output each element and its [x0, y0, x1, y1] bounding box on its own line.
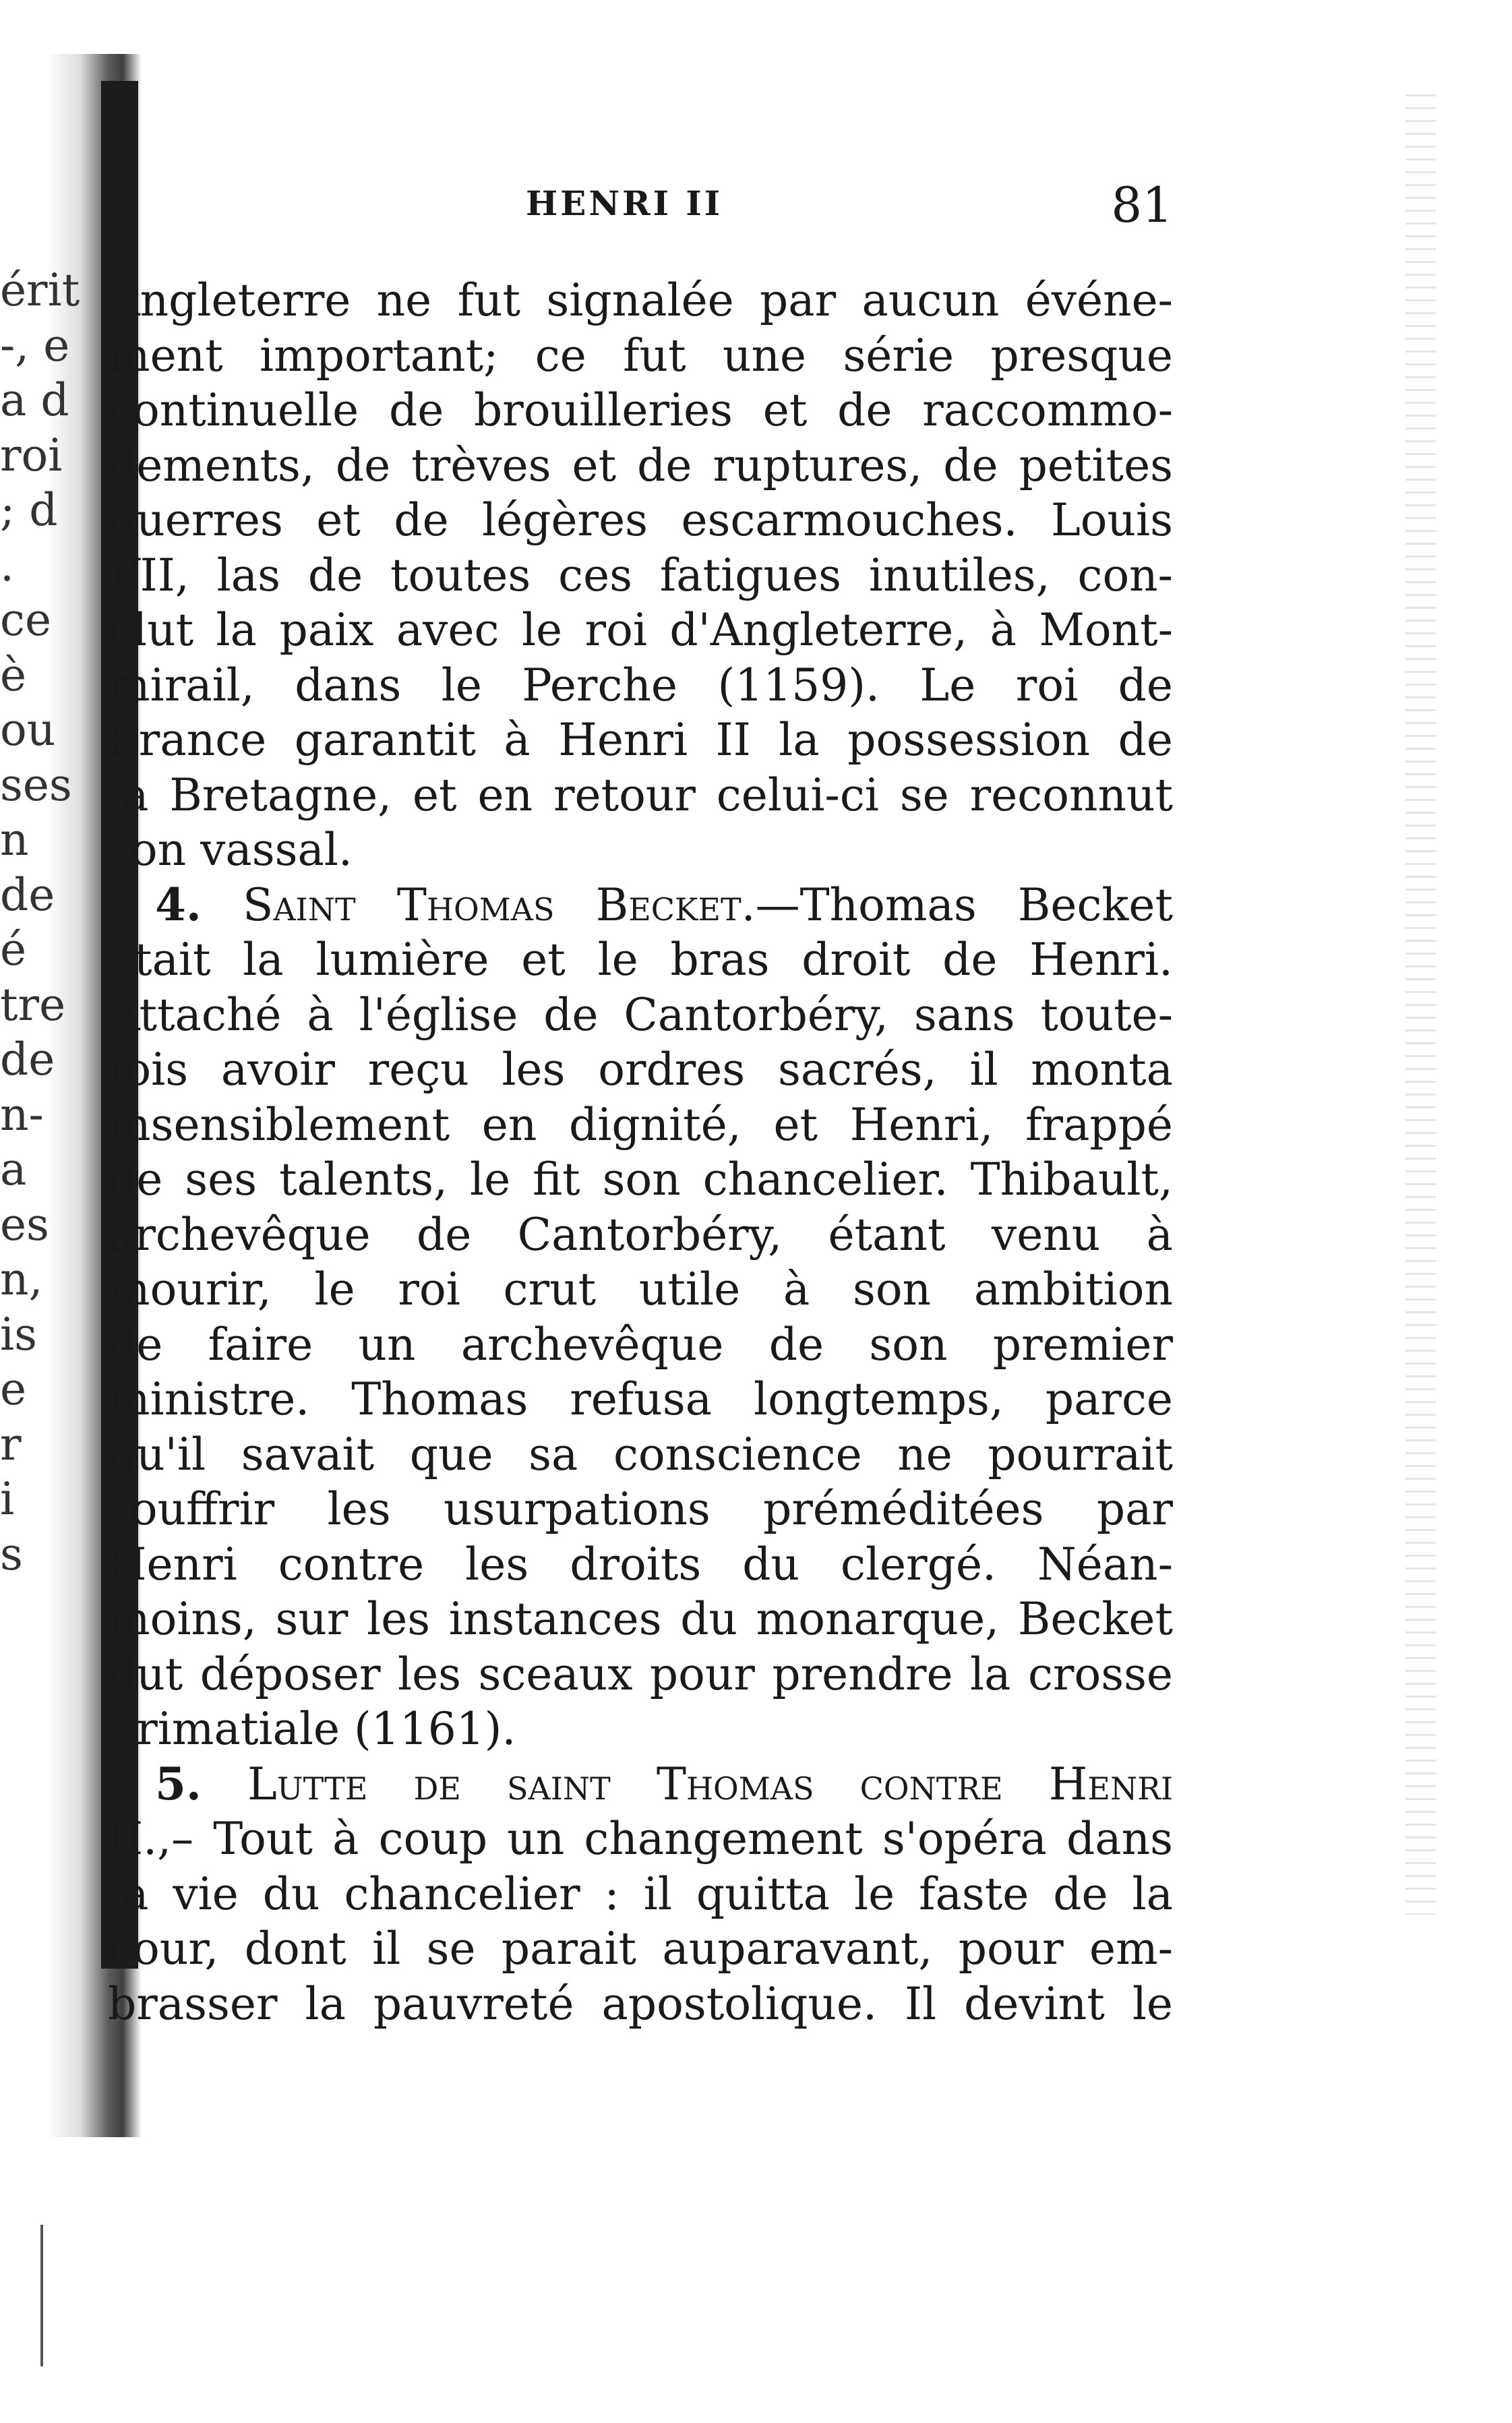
text-line: Angleterre ne fut signalée par aucun événe- [108, 274, 1173, 326]
right-edge-scan-noise [1405, 94, 1436, 1915]
text-line: guerres et de légères escarmouches. Louis [108, 494, 1173, 546]
text-line: continuelle de brouilleries et de raccommo- [108, 384, 1173, 436]
adjacent-page-fragment: es [0, 1198, 49, 1251]
adjacent-page-fragment: i [0, 1473, 15, 1525]
margin-line-mark [40, 2225, 43, 2366]
section-heading-line [108, 1757, 1173, 1812]
text-line: Henri contre les droits du clergé. Néan- [108, 1538, 1173, 1590]
section-heading-line [108, 878, 1173, 933]
adjacent-page-fragment: tre [0, 978, 66, 1031]
page-number: 81 [1111, 177, 1173, 233]
adjacent-page-fragment: è [0, 649, 27, 701]
text-line: France garantit à Henri II la possession de [108, 714, 1173, 766]
text-line: était la lumière et le bras droit de Henri. [108, 934, 1173, 986]
adjacent-page-fragment: -, e [0, 319, 70, 371]
text-line: la vie du chancelier : il quitta le faste de la [108, 1867, 1173, 1920]
adjacent-page-fragment: de [0, 1034, 55, 1085]
body-text [108, 273, 1173, 2031]
adjacent-page-fragment: ses [0, 758, 72, 811]
text-line: son vassal. [108, 824, 353, 876]
adjacent-page-fragment: ce [0, 594, 52, 646]
text-line: ministre. Thomas refusa longtemps, parce [108, 1373, 1173, 1425]
text-line: II.,– Tout à coup un changement s'opéra dans [108, 1813, 1173, 1865]
text-line: ment important; ce fut une série presque [108, 329, 1173, 382]
section-heading: Lutte de saint Thomas contre Henri [247, 1758, 1174, 1810]
text-line: primatiale (1161). [108, 1703, 516, 1755]
adjacent-page-fragment: roi [0, 429, 63, 481]
adjacent-page-fragment: ; d [0, 484, 58, 536]
text-line: VII, las de toutes ces fatigues inutiles, con- [108, 549, 1173, 601]
adjacent-page-fragment: a [0, 1143, 27, 1195]
heading-line-rest: —Thomas Becket [755, 878, 1173, 931]
text-line: de faire un archevêque de son premier [108, 1318, 1173, 1371]
text-line: qu'il savait que sa conscience ne pourrait [108, 1428, 1173, 1480]
text-line: brasser la pauvreté apostolique. Il devint le [108, 1977, 1173, 2030]
adjacent-page-fragment: . [0, 539, 14, 591]
section-number: 5. [155, 1757, 202, 1810]
text-line: mirail, dans le Perche (1159). Le roi de [108, 659, 1173, 711]
text-line: moins, sur les instances du monarque, Becket [108, 1593, 1173, 1645]
text-line: cour, dont il se parait auparavant, pour em- [108, 1923, 1173, 1975]
adjacent-page-fragment: is [0, 1308, 37, 1360]
text-line: insensiblement en dignité, et Henri, frappé [108, 1098, 1173, 1151]
adjacent-page-fragments [0, 263, 108, 1582]
adjacent-page-fragment: a d [0, 374, 69, 426]
text-line: archevêque de Cantorbéry, étant venu à [108, 1208, 1173, 1261]
adjacent-page-fragment: é [0, 924, 27, 976]
page-header [526, 177, 1173, 231]
adjacent-page-fragment: n [0, 814, 29, 866]
adjacent-page-fragment: n- [0, 1088, 44, 1141]
text-line: mourir, le roi crut utile à son ambition [108, 1263, 1173, 1315]
adjacent-page-fragment: s [0, 1528, 23, 1580]
adjacent-page-fragment: érit [0, 264, 80, 316]
adjacent-page-fragment: n, [0, 1253, 43, 1305]
text-line: dements, de trèves et de ruptures, de petites [108, 439, 1173, 491]
section-number: 4. [155, 878, 202, 931]
text-line: clut la paix avec le roi d'Angleterre, à Mont- [108, 604, 1173, 656]
text-line: Attaché à l'église de Cantorbéry, sans toute- [108, 988, 1173, 1041]
adjacent-page-fragment: ou [0, 704, 56, 756]
section-heading: Saint Thomas Becket. [243, 878, 756, 931]
adjacent-page-fragment: r [0, 1418, 22, 1470]
text-line: la Bretagne, et en retour celui-ci se reconnut [108, 769, 1173, 821]
text-line: souffrir les usurpations préméditées par [108, 1483, 1173, 1535]
text-line: dut déposer les sceaux pour prendre la crosse [108, 1648, 1173, 1700]
running-head: HENRI II [526, 183, 723, 223]
text-line: fois avoir reçu les ordres sacrés, il monta [108, 1044, 1173, 1096]
adjacent-page-fragment: de [0, 868, 55, 921]
text-line: de ses talents, le fit son chancelier. Thibault, [108, 1154, 1173, 1205]
adjacent-page-fragment: e [0, 1363, 27, 1415]
